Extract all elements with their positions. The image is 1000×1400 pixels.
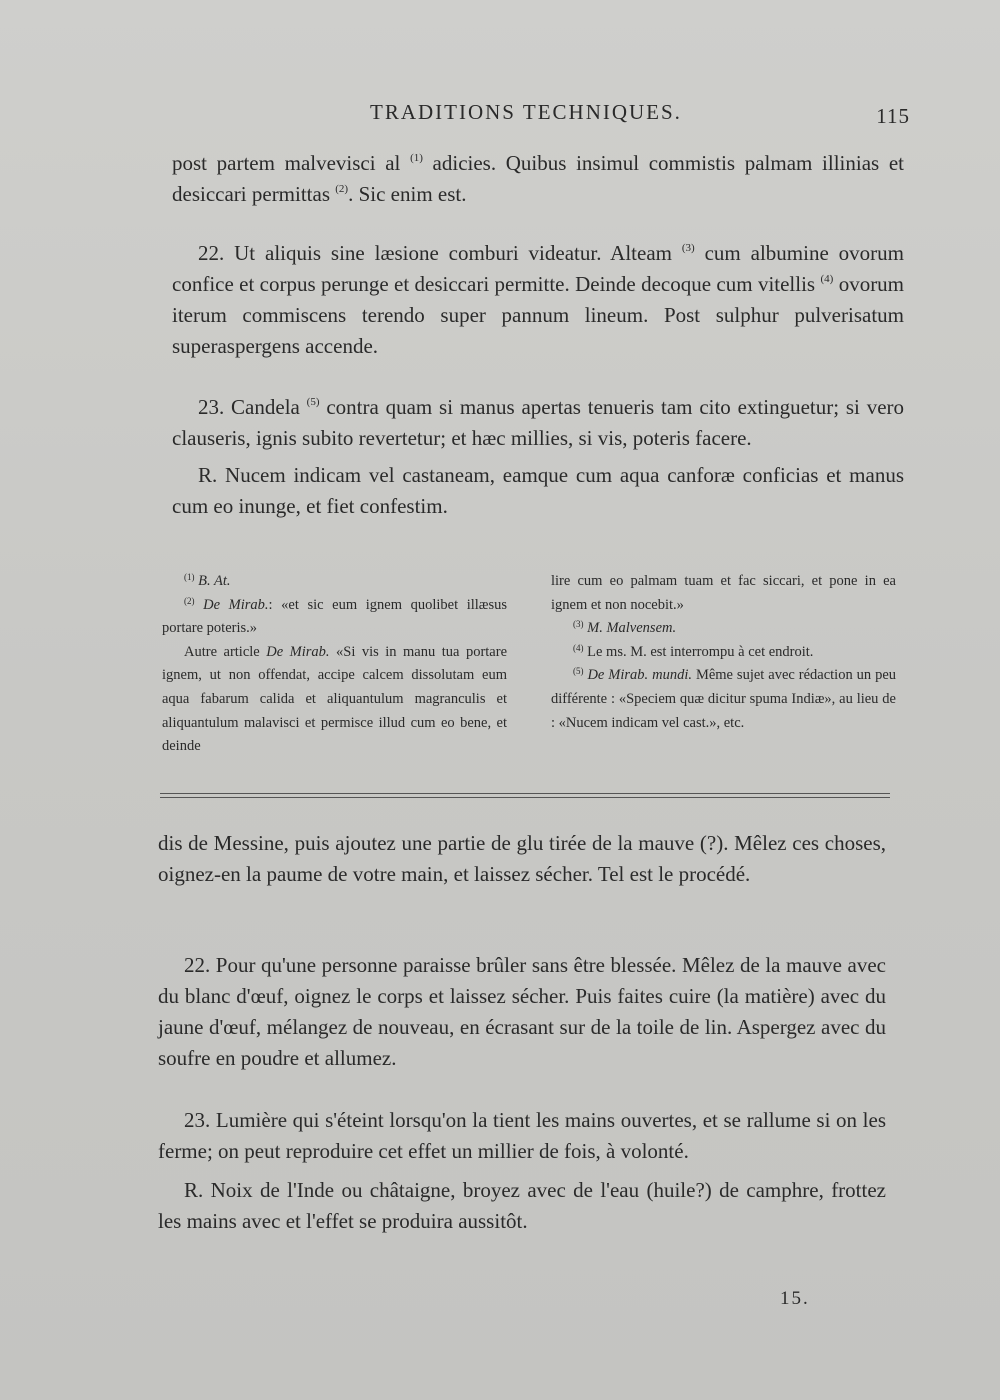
footnote-text: B. At. <box>198 573 231 589</box>
footnotes <box>162 570 896 759</box>
footnote-ref: (5) <box>306 396 320 408</box>
french-text: 23. Lumière qui s'éteint lorsqu'on la tient les mains ouvertes, et se rallume si on les ferme; on peut reproduire cet effet un millier de fois, à volonté. <box>158 1108 886 1163</box>
footnote-number: (5) <box>573 666 584 677</box>
signature-mark: 15. <box>780 1288 810 1309</box>
latin-text: adicies. Quibus insimul commistis palmam illinias et desiccari permittas <box>172 151 904 206</box>
footnote-ref: (2) <box>335 183 349 195</box>
footnote-1 <box>162 570 507 594</box>
footnote-ref: (3) <box>681 242 695 254</box>
french-paragraph-continued <box>158 828 886 890</box>
latin-text: contra quam si manus apertas tenueris tam cito extinguetur; si vero clauseris, ignis subito revertetur; et hæc millies, si vis, poteris facere. <box>172 395 905 450</box>
running-title: TRADITIONS TECHNIQUES. <box>370 100 682 124</box>
footnote-2 <box>162 594 507 641</box>
footnotes-left-column <box>162 570 507 759</box>
separator-rule <box>160 793 890 794</box>
footnote-number: (3) <box>573 619 584 630</box>
latin-text: ovorum iterum commiscens terendo super pannum lineum. Post sulphur pulverisatum superaspergens accende. <box>172 272 905 358</box>
french-text: 22. Pour qu'une personne paraisse brûler sans être blessée. Mêlez de la mauve avec du blanc d'œuf, oignez le corps et laissez sécher. Puis faites cuire (la matière) avec du jaune d'œuf, mélangez de nouveau, en écrasant sur de la toile de lin. Aspergez avec du soufre en poudre et allumez. <box>158 953 886 1070</box>
latin-text: 23. Candela <box>198 395 300 419</box>
footnote-ref: (4) <box>820 273 834 285</box>
latin-text: post partem malvevisci al <box>172 151 401 175</box>
latin-paragraph-22 <box>172 238 904 362</box>
footnote-source: De Mirab. mundi. <box>587 667 692 684</box>
footnote-ref: (1) <box>410 152 423 164</box>
footnote-source: De Mirab. <box>203 596 269 613</box>
latin-text: cum albumine ovorum confice et corpus perunge et desiccari permitte. Deinde decoque cum vitellis <box>172 241 904 296</box>
latin-paragraph-R: R. Nucem indicam vel castaneam, eamque cum aqua canforæ conficias et manus cum eo inunge, et fiet confestim. <box>172 463 904 518</box>
latin-paragraph-continued <box>172 148 904 210</box>
footnote-number: (2) <box>184 595 195 606</box>
footnote-text: Le ms. M. est interrompu à cet endroit. <box>587 643 814 660</box>
footnote-number: (1) <box>184 572 195 582</box>
footnote-text: «Si vis in manu tua portare ignem, ut non offendat, accipe calcem dissolutam eum aqua fabarum calida et aliquantulum magranculis et aliquantulum malavisci et permisce illud cum eo bene, et deinde <box>162 643 508 755</box>
footnote-number: (4) <box>573 642 584 653</box>
footnote-text: Autre article <box>184 643 260 660</box>
latin-paragraph-23 <box>172 392 904 522</box>
footnote-text: Même sujet avec rédaction un peu différente : «Speciem quæ dicitur spuma Indiæ», au lieu de : «Nucem indicam vel cast.», etc. <box>551 667 897 731</box>
footnote-text: M. Malvensem. <box>587 620 677 637</box>
footnote-4 <box>551 641 896 665</box>
footnote-text: : «et sic eum ignem quolibet illæsus portare poteris.» <box>162 596 507 637</box>
french-paragraph-23 <box>158 1105 886 1237</box>
separator-rule <box>160 797 890 798</box>
footnotes-right-column <box>551 570 896 759</box>
french-paragraph-22 <box>158 950 886 1074</box>
footnote-source: De Mirab. <box>266 643 330 660</box>
footnote-3 <box>551 617 896 641</box>
footnote-5 <box>551 664 896 735</box>
latin-text: . Sic enim est. <box>348 182 467 206</box>
footnote-2-continued <box>162 641 507 759</box>
latin-text: 22. Ut aliquis sine læsione comburi videatur. Alteam <box>198 241 672 265</box>
page-number: 115 <box>876 104 910 128</box>
footnote-2-end: lire cum eo palmam tuam et fac siccari, et pone in ea ignem et non nocebit.» <box>551 573 896 613</box>
french-text: dis de Messine, puis ajoutez une partie de glu tirée de la mauve (?). Mêlez ces choses, oignez-en la paume de votre main, et laissez sécher. Tel est le procédé. <box>158 831 886 886</box>
french-paragraph-R: R. Noix de l'Inde ou châtaigne, broyez avec de l'eau (huile?) de camphre, frottez les mains avec et l'effet se produira aussitôt. <box>158 1178 886 1233</box>
